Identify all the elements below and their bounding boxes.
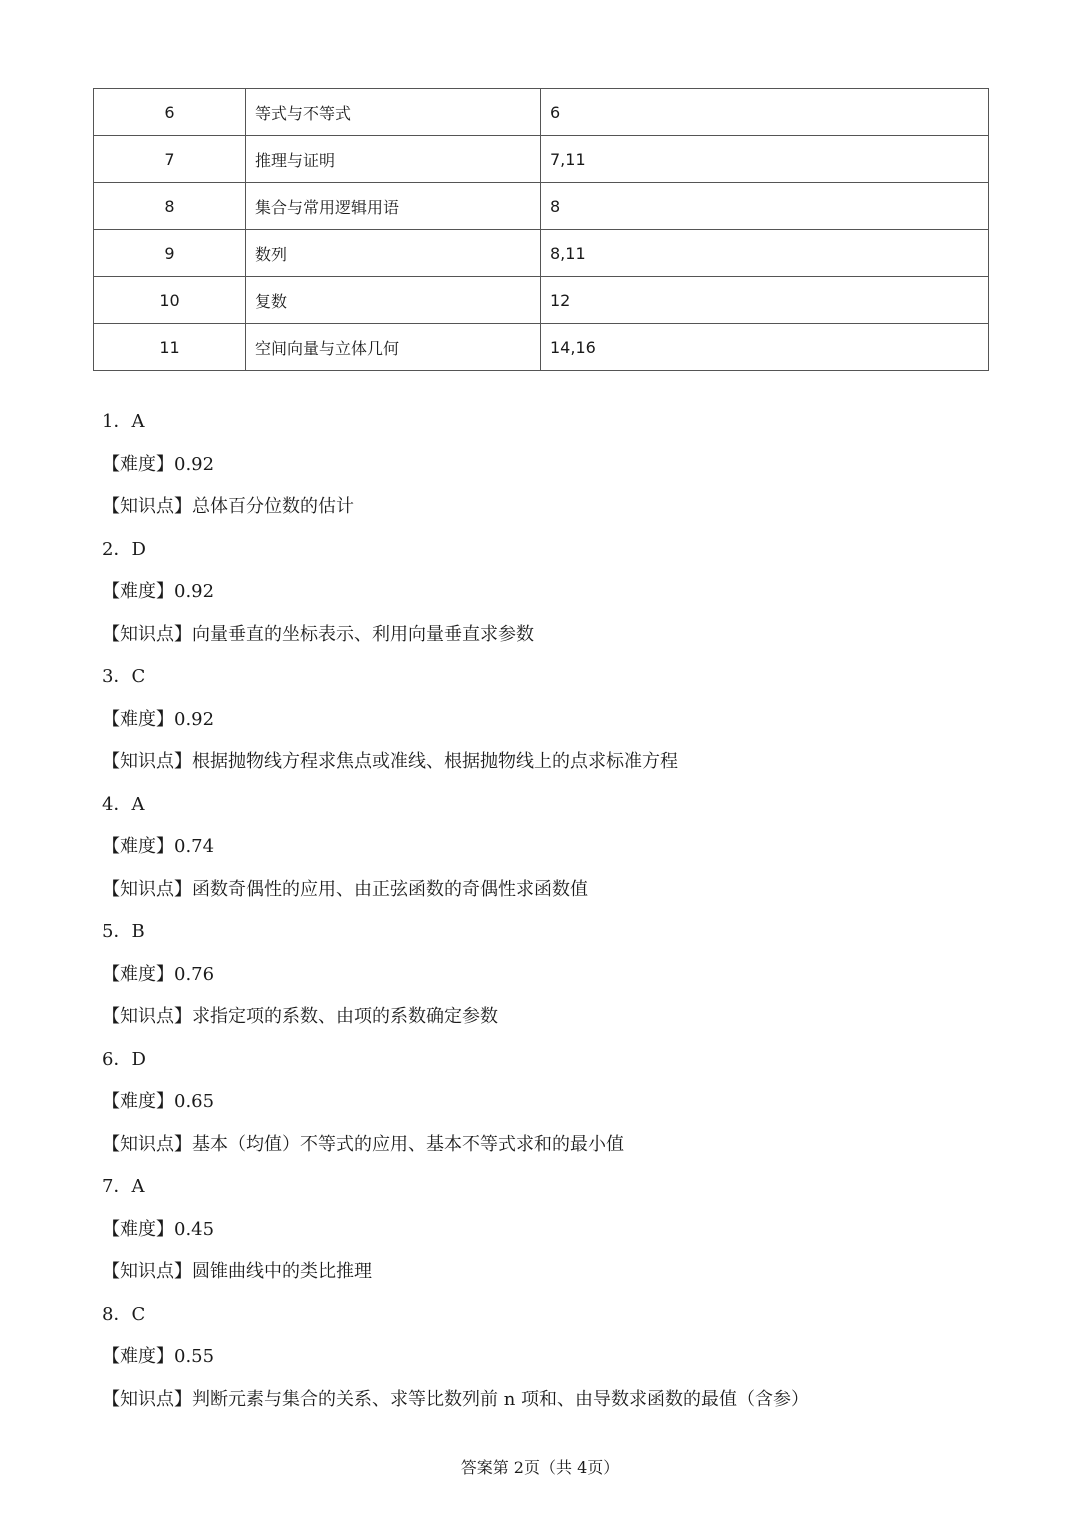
row-topic: 集合与常用逻辑用语 <box>246 183 541 230</box>
question-number: 5． <box>102 921 132 942</box>
answer-line <box>102 1039 1002 1082</box>
page-footer: 答案第 2页（共 4页） <box>460 1458 620 1477</box>
knowledge-value: 求指定项的系数、由项的系数确定参数 <box>192 1006 498 1027</box>
row-topic: 推理与证明 <box>246 136 541 183</box>
difficulty-line <box>102 444 1002 487</box>
difficulty-line <box>102 1209 1002 1252</box>
knowledge-line <box>102 1379 1002 1422</box>
knowledge-label: 【知识点】 <box>102 623 192 645</box>
row-questions: 6 <box>541 89 989 136</box>
row-number: 6 <box>94 89 246 136</box>
question-number: 7． <box>102 1176 132 1197</box>
row-topic: 数列 <box>246 230 541 277</box>
knowledge-line <box>102 486 1002 529</box>
knowledge-line <box>102 1251 1002 1294</box>
answer-line <box>102 1294 1002 1337</box>
row-number: 11 <box>94 324 246 371</box>
knowledge-value: 函数奇偶性的应用、由正弦函数的奇偶性求函数值 <box>192 878 588 900</box>
answer-line <box>102 656 1002 699</box>
table-row <box>94 136 989 183</box>
difficulty-value: 0.45 <box>174 1218 215 1240</box>
answer-line <box>102 784 1002 827</box>
knowledge-line <box>102 1124 1002 1167</box>
difficulty-value: 0.65 <box>174 1091 215 1112</box>
row-number: 9 <box>94 230 246 277</box>
row-questions: 14,16 <box>541 324 989 371</box>
question-number: 1． <box>102 411 132 432</box>
answer-list <box>102 401 1002 1421</box>
difficulty-label: 【难度】 <box>102 836 174 857</box>
row-topic: 等式与不等式 <box>246 89 541 136</box>
answer-choice: C <box>131 666 146 687</box>
knowledge-line <box>102 869 1002 912</box>
knowledge-line <box>102 741 1002 784</box>
difficulty-value: 0.55 <box>174 1346 215 1367</box>
difficulty-label: 【难度】 <box>102 708 174 730</box>
difficulty-label: 【难度】 <box>102 581 174 602</box>
difficulty-line <box>102 826 1002 869</box>
knowledge-value: 基本（均值）不等式的应用、基本不等式求和的最小值 <box>192 1133 624 1155</box>
question-number: 6． <box>102 1048 132 1070</box>
question-number: 3． <box>102 666 132 687</box>
answer-line <box>102 529 1002 572</box>
answer-choice: A <box>131 1176 145 1197</box>
difficulty-line <box>102 954 1002 997</box>
row-questions: 12 <box>541 277 989 324</box>
answer-choice: C <box>131 1303 146 1325</box>
table-row <box>94 183 989 230</box>
answer-choice: D <box>131 1048 146 1070</box>
row-questions: 7,11 <box>541 136 989 183</box>
knowledge-label: 【知识点】 <box>102 1388 192 1410</box>
answer-choice: D <box>131 538 146 560</box>
answer-line <box>102 401 1002 444</box>
knowledge-summary-table <box>93 88 989 371</box>
table-row <box>94 89 989 136</box>
knowledge-line <box>102 996 1002 1039</box>
row-number: 8 <box>94 183 246 230</box>
knowledge-value: 根据抛物线方程求焦点或准线、根据抛物线上的点求标准方程 <box>192 751 678 772</box>
difficulty-label: 【难度】 <box>102 453 174 475</box>
table-row <box>94 324 989 371</box>
row-number: 10 <box>94 277 246 324</box>
knowledge-label: 【知识点】 <box>102 878 192 900</box>
row-topic: 空间向量与立体几何 <box>246 324 541 371</box>
knowledge-label: 【知识点】 <box>102 1261 192 1282</box>
question-number: 4． <box>102 793 132 815</box>
difficulty-value: 0.92 <box>174 581 215 602</box>
question-number: 2． <box>102 538 132 560</box>
difficulty-label: 【难度】 <box>102 963 174 985</box>
difficulty-value: 0.92 <box>174 708 215 730</box>
difficulty-value: 0.76 <box>174 963 215 985</box>
difficulty-label: 【难度】 <box>102 1346 174 1367</box>
knowledge-label: 【知识点】 <box>102 751 192 772</box>
knowledge-value: 圆锥曲线中的类比推理 <box>192 1261 372 1282</box>
knowledge-label: 【知识点】 <box>102 1006 192 1027</box>
answer-line <box>102 1166 1002 1209</box>
answer-choice: A <box>131 793 145 815</box>
question-number: 8． <box>102 1303 132 1325</box>
knowledge-value: 总体百分位数的估计 <box>192 496 354 517</box>
difficulty-line <box>102 571 1002 614</box>
knowledge-label: 【知识点】 <box>102 1133 192 1155</box>
difficulty-line <box>102 1336 1002 1379</box>
row-topic: 复数 <box>246 277 541 324</box>
row-number: 7 <box>94 136 246 183</box>
knowledge-value: 向量垂直的坐标表示、利用向量垂直求参数 <box>192 623 534 645</box>
difficulty-line <box>102 699 1002 742</box>
table-row <box>94 230 989 277</box>
knowledge-line <box>102 614 1002 657</box>
row-questions: 8,11 <box>541 230 989 277</box>
table-row <box>94 277 989 324</box>
difficulty-label: 【难度】 <box>102 1091 174 1112</box>
difficulty-label: 【难度】 <box>102 1218 174 1240</box>
knowledge-label: 【知识点】 <box>102 496 192 517</box>
difficulty-value: 0.92 <box>174 453 215 475</box>
row-questions: 8 <box>541 183 989 230</box>
knowledge-value: 判断元素与集合的关系、求等比数列前 n 项和、由导数求函数的最值（含参） <box>192 1388 810 1410</box>
difficulty-value: 0.74 <box>174 836 215 857</box>
difficulty-line <box>102 1081 1002 1124</box>
answer-line <box>102 911 1002 954</box>
answer-choice: B <box>131 921 145 942</box>
answer-choice: A <box>131 411 145 432</box>
